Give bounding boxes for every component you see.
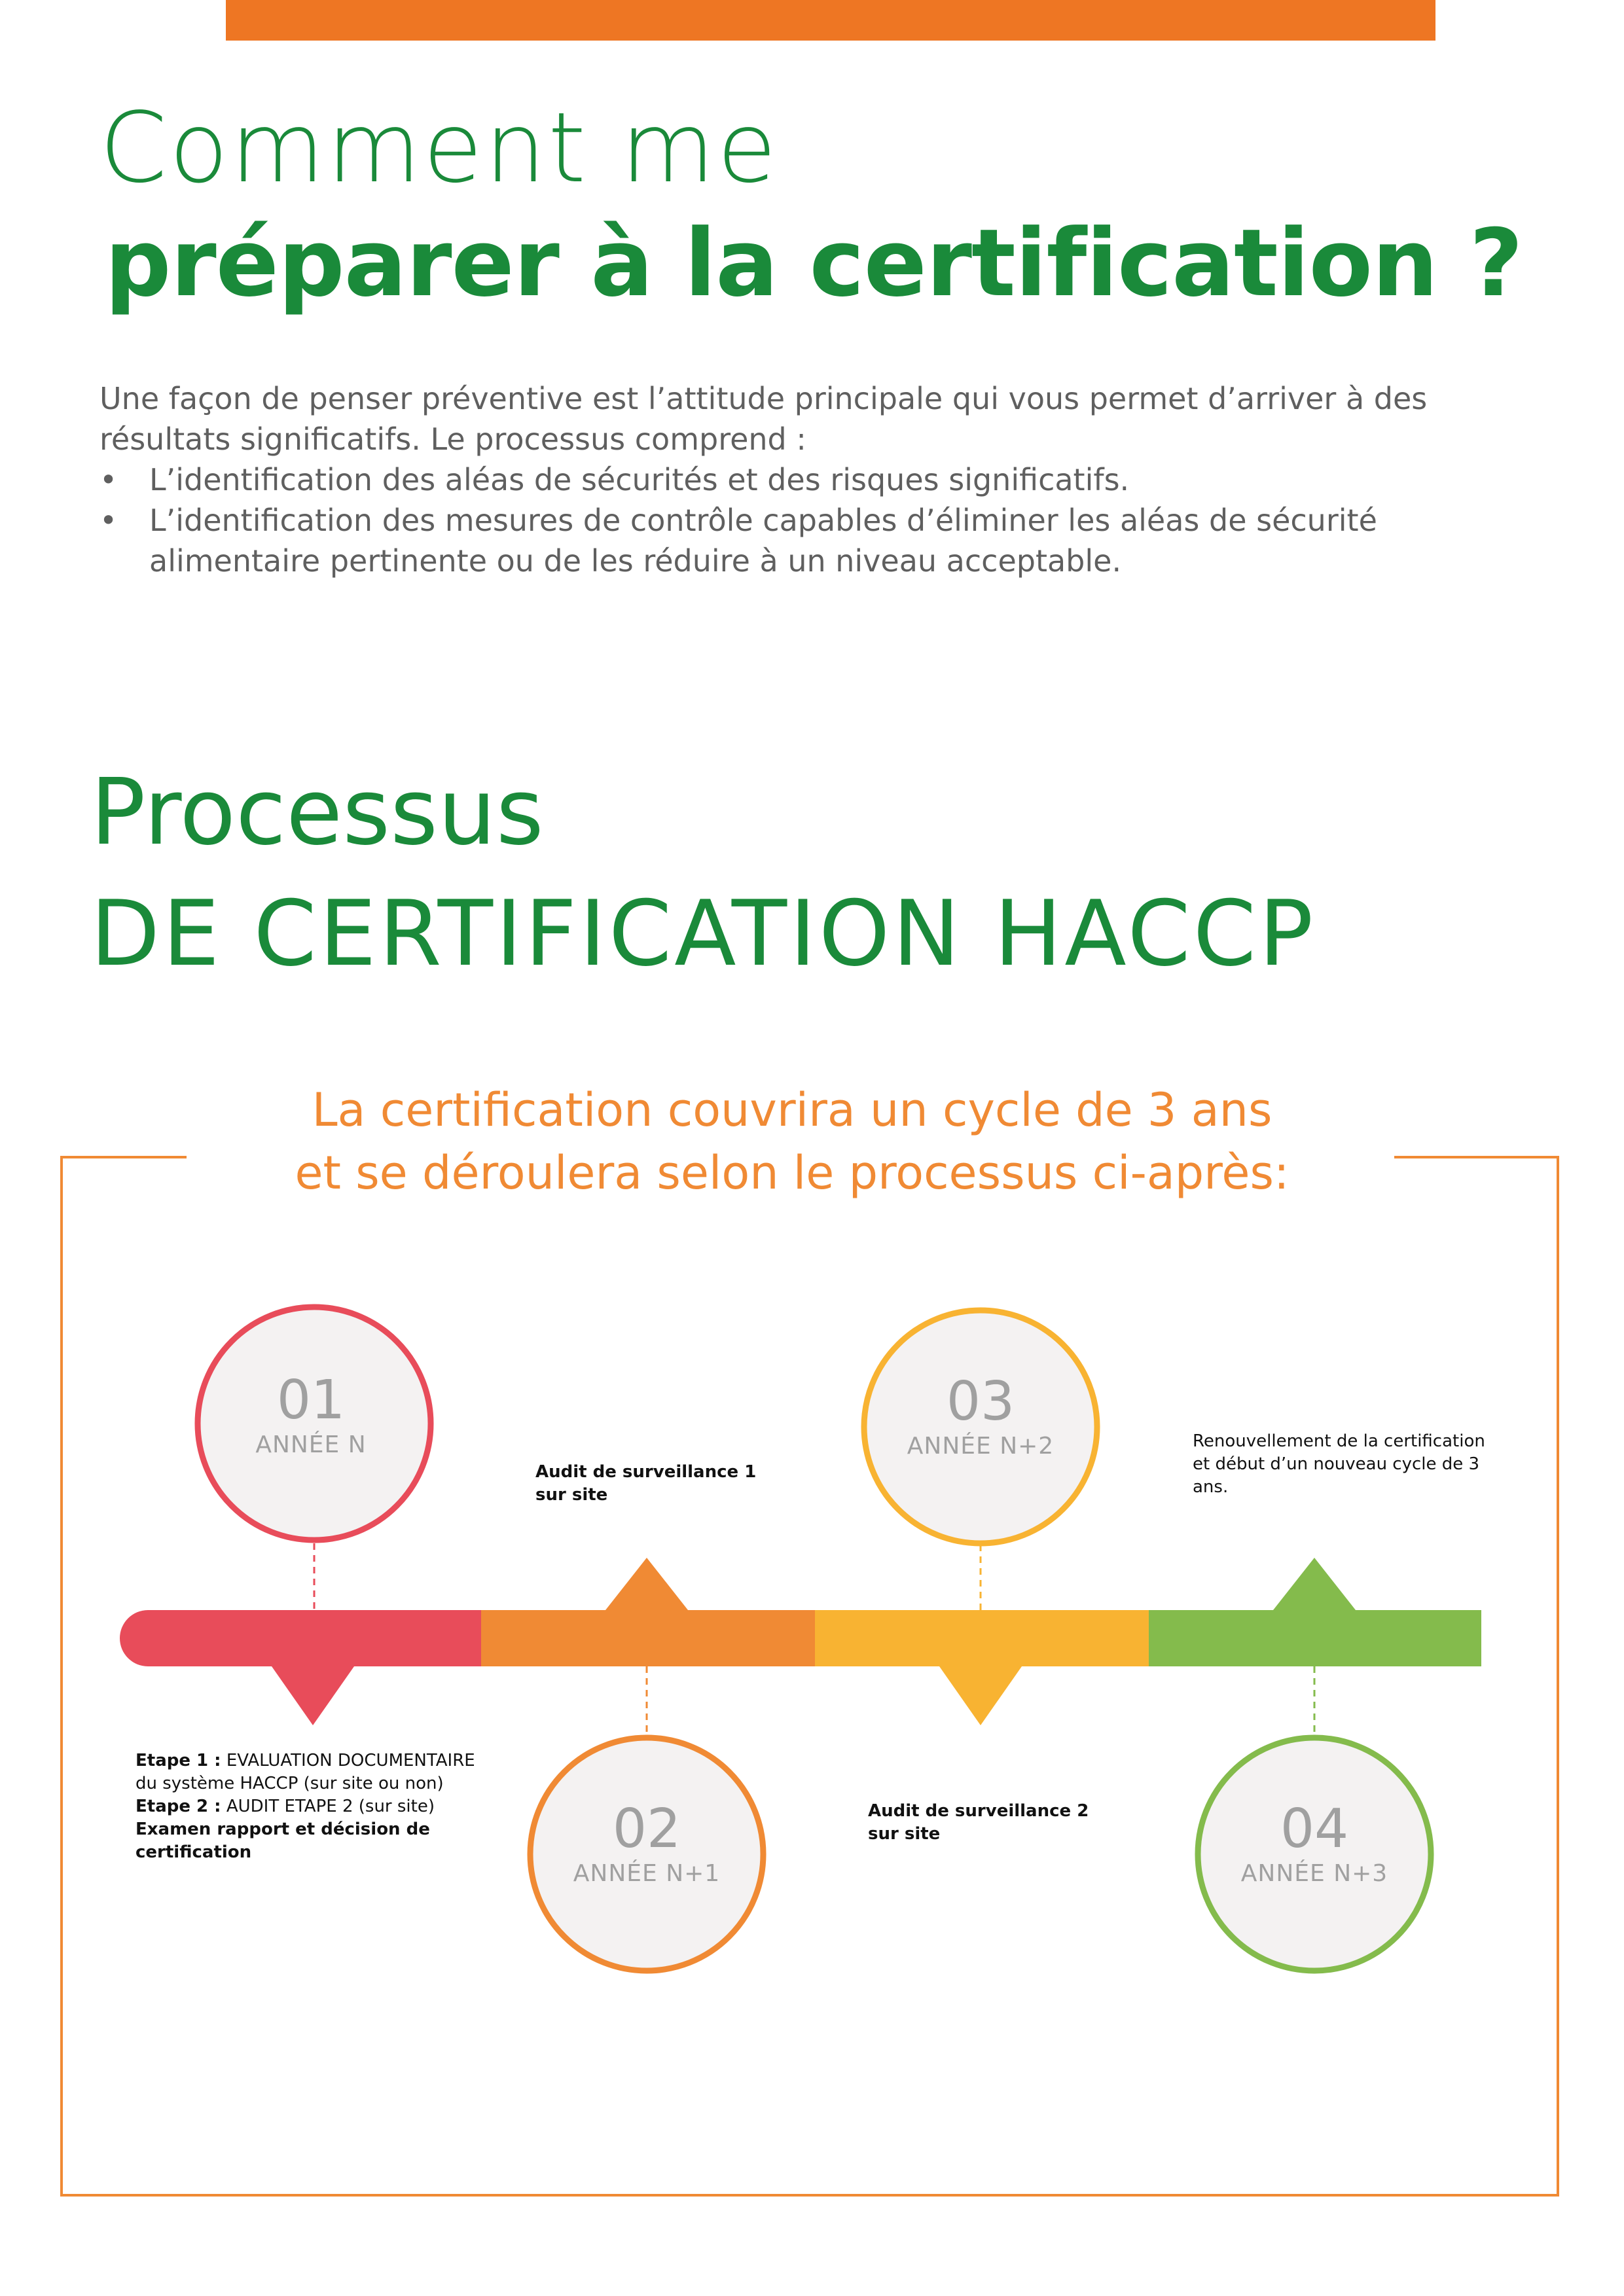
intro-paragraph: Une façon de penser préventive est l’attitude principale qui vous permet d’arriver à des résultats significatifs. Le processus comprend : [99, 381, 1428, 457]
step2-line1: Audit de surveillance 1 [535, 1462, 757, 1482]
timeline-segment-4 [1149, 1610, 1481, 1666]
step1-label1: Etape 1 : [135, 1751, 221, 1770]
section-title-line1: Processus [90, 759, 544, 866]
step1-description [135, 1749, 528, 1864]
page-title-light: Comment me [99, 92, 779, 204]
pointer-step4-up [1273, 1558, 1356, 1610]
step4-description [1193, 1430, 1559, 1499]
step1-line4: Examen rapport et décision de [135, 1820, 430, 1839]
intro-bullet: • L’identification des aléas de sécurités et des risques significatifs. [99, 459, 1540, 500]
step4-line1: Renouvellement de la certification [1193, 1431, 1485, 1451]
pointer-step3-down [939, 1666, 1022, 1725]
step3-description [868, 1800, 1195, 1846]
step4-line2: et début d’un nouveau cycle de 3 [1193, 1454, 1480, 1474]
step-number: 04 [1280, 1798, 1349, 1860]
step-year: ANNÉE N+1 [573, 1860, 721, 1887]
timeline-segment-3 [815, 1610, 1149, 1666]
step2-line2: sur site [535, 1485, 608, 1505]
step-number: 02 [612, 1798, 681, 1860]
pointer-step1-down [272, 1666, 354, 1725]
step4-line3: ans. [1193, 1477, 1229, 1497]
step-label-3 [869, 1372, 1092, 1462]
timeline-segment-2 [481, 1610, 815, 1666]
subtitle-line1: La certification couvrira un cycle de 3 ans [312, 1083, 1272, 1137]
step-year: ANNÉE N+3 [1240, 1860, 1388, 1887]
intro-bullet: • L’identification des mesures de contrôle capables d’éliminer les aléas de sécurité alimentaire pertinente ou de les réduire à un niveau acceptable. [99, 500, 1540, 581]
step-label-4 [1203, 1800, 1426, 1889]
step-year: ANNÉE N [255, 1431, 367, 1458]
step-label-2 [535, 1800, 758, 1889]
step1-text1b: du système HACCP (sur site ou non) [135, 1774, 444, 1793]
step-number: 03 [946, 1371, 1015, 1433]
pointer-step2-up [605, 1558, 688, 1610]
timeline-segment-1 [120, 1610, 481, 1666]
step3-line2: sur site [868, 1824, 941, 1844]
page-title-bold: préparer à la certification ? [105, 209, 1523, 317]
step1-text1: EVALUATION DOCUMENTAIRE [226, 1751, 475, 1770]
step2-description [535, 1461, 863, 1507]
step1-text2: AUDIT ETAPE 2 (sur site) [226, 1797, 435, 1816]
step3-line1: Audit de surveillance 2 [868, 1801, 1089, 1821]
step1-label2: Etape 2 : [135, 1797, 221, 1816]
section-title-line2: DE CERTIFICATION HACCP [90, 881, 1316, 986]
subtitle-line2: et se déroulera selon le processus ci-après: [295, 1146, 1290, 1200]
step-year: ANNÉE N+2 [907, 1433, 1055, 1460]
step-label-1 [200, 1371, 422, 1460]
step-number: 01 [276, 1369, 346, 1431]
step1-line5: certification [135, 1842, 252, 1862]
